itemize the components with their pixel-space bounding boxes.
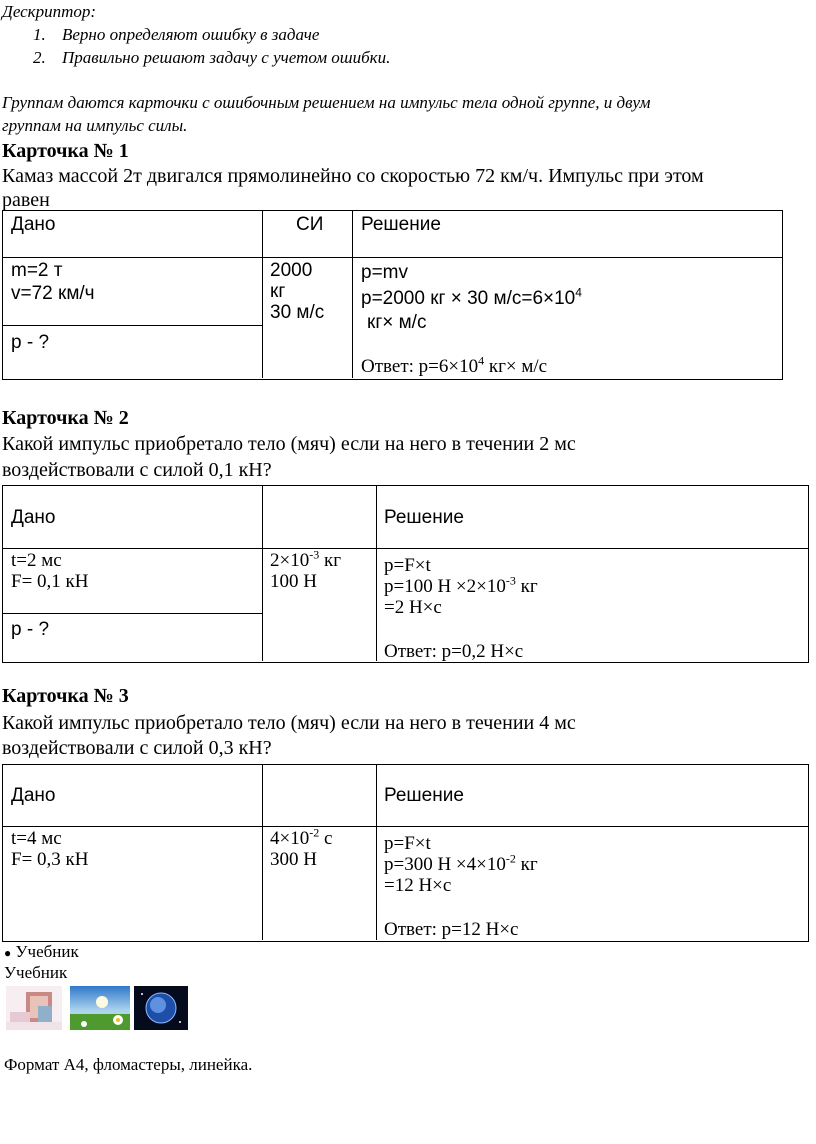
card2-col-dano: Дано (11, 507, 56, 528)
card1-row-divider (2, 257, 782, 258)
card2-col-divider-1 (262, 485, 263, 661)
descriptor-item-2: Правильно решают задачу с учетом ошибки. (62, 48, 391, 67)
card1-col-solution: Решение (361, 214, 441, 235)
card3-si-1-exp: -2 (309, 825, 320, 840)
card2-answer: Ответ: p=0,2 Н×с (384, 641, 524, 662)
card3-si-2: 300 Н (270, 849, 317, 870)
bullet-textbook (4, 942, 79, 962)
card1-col-divider-2 (352, 210, 353, 378)
card3-col-solution: Решение (384, 785, 464, 806)
card3-sol-2-text: p=300 Н ×4×10 (384, 854, 506, 875)
card3-si-1-unit: с (319, 828, 333, 849)
card1-si-3: 30 м/с (270, 302, 325, 323)
thumbnail-meadow-image (70, 986, 130, 1030)
descriptor-num-2: 2. (33, 48, 46, 67)
textbook-line: Учебник (4, 963, 68, 982)
card3-given-force: F= 0,3 кН (11, 849, 89, 870)
card3-sol-3: =12 Н×с (384, 875, 452, 896)
card3-sol-1: p=F×t (384, 833, 431, 854)
card3-sol-2-unit: кг (515, 854, 538, 875)
card3-text-line2: воздействовали с силой 0,3 кН? (2, 737, 272, 759)
card2-si-1-unit: кг (319, 550, 341, 571)
thumbnail-illustration-image (6, 986, 62, 1030)
card1-si-2: кг (270, 281, 286, 302)
card1-col-dano: Дано (11, 214, 56, 235)
card2-si-2: 100 Н (270, 571, 317, 592)
card1-answer-exp: 4 (478, 353, 485, 368)
groups-note-line2: группам на импульс силы. (2, 116, 188, 135)
card2-sol-2 (384, 573, 538, 598)
card2-text-line2: воздействовали с силой 0,1 кН? (2, 459, 272, 481)
card1-sol-2-exp: 4 (575, 285, 582, 300)
descriptor-title: Дескриптор: (2, 2, 97, 21)
card3-si-1 (270, 825, 333, 850)
materials-text: Формат А4, фломастеры, линейка. (4, 1055, 253, 1074)
card2-sol-2-text: p=100 Н ×2×10 (384, 576, 506, 597)
card3-title: Карточка № 3 (2, 685, 129, 707)
card2-si-1-text: 2×10 (270, 550, 310, 571)
card1-answer (361, 353, 548, 378)
card2-text-line1: Какой импульс приобретало тело (мяч) если на него в течении 2 мс (2, 433, 576, 455)
card2-si-1 (270, 547, 341, 572)
card2-sol-3: =2 Н×с (384, 597, 442, 618)
card2-sol-1: p=F×t (384, 555, 431, 576)
card1-find: p - ? (11, 332, 50, 353)
card2-given-force: F= 0,1 кН (11, 571, 89, 592)
descriptor-num-1: 1. (33, 25, 46, 44)
card2-sol-2-exp: -3 (505, 573, 516, 588)
card2-col-solution: Решение (384, 507, 464, 528)
card1-title: Карточка № 1 (2, 140, 129, 162)
card2-title: Карточка № 2 (2, 407, 129, 429)
card1-col-divider-1 (262, 210, 263, 378)
card1-sol-2 (361, 285, 582, 310)
groups-note-line1: Группам даются карточки с ошибочным решением на импульс тела одной группе, и двум (2, 93, 651, 112)
card1-given-divider (2, 325, 262, 326)
bullet-dot-icon: ● (4, 946, 12, 960)
card2-row-divider (2, 548, 808, 549)
card1-answer-unit: кг× м/с (484, 356, 548, 377)
card1-sol-3: кг× м/с (367, 312, 427, 333)
card2-given-divider (2, 613, 262, 614)
card1-answer-text: Ответ: p=6×10 (361, 356, 479, 377)
card2-sol-2-unit: кг (515, 576, 538, 597)
card3-col-dano: Дано (11, 785, 56, 806)
card1-sol-1: p=mv (361, 262, 408, 283)
card1-col-si: СИ (296, 214, 324, 235)
card3-given-time: t=4 мс (11, 828, 62, 849)
card2-find: p - ? (11, 619, 50, 640)
card1-sol-2-text: p=2000 кг × 30 м/с=6×10 (361, 288, 576, 309)
card3-col-divider-1 (262, 764, 263, 940)
card3-sol-2 (384, 851, 538, 876)
card3-text-line1: Какой импульс приобретало тело (мяч) если на него в течении 4 мс (2, 712, 576, 734)
card2-col-divider-2 (376, 485, 377, 661)
descriptor-item-1: Верно определяют ошибку в задаче (62, 25, 320, 44)
card1-given-mass: m=2 т (11, 260, 63, 281)
card3-answer: Ответ: p=12 Н×с (384, 919, 519, 940)
card3-col-divider-2 (376, 764, 377, 940)
card2-si-1-exp: -3 (309, 547, 320, 562)
thumbnail-planet-image (134, 986, 188, 1030)
card3-sol-2-exp: -2 (505, 851, 516, 866)
card1-given-velocity: v=72 км/ч (11, 283, 95, 304)
card1-text-line1: Камаз массой 2т двигался прямолинейно со скоростью 72 км/ч. Импульс при этом (2, 165, 704, 187)
card3-row-divider (2, 826, 808, 827)
card1-si-1: 2000 (270, 260, 313, 281)
card2-given-time: t=2 мс (11, 550, 62, 571)
card3-si-1-text: 4×10 (270, 828, 310, 849)
bullet-textbook-label: Учебник (15, 942, 79, 961)
card1-text-line2: равен (2, 189, 50, 211)
